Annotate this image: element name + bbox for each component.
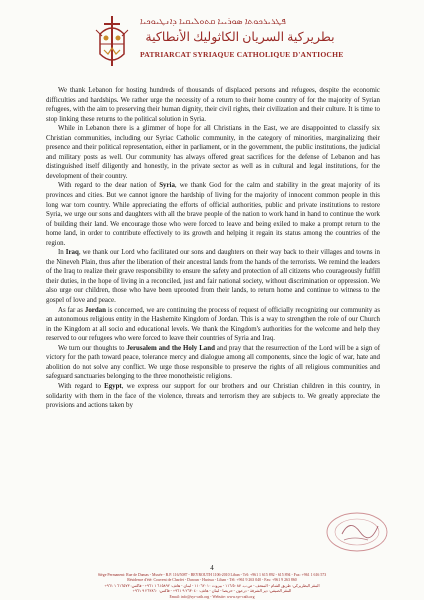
country-name-iraq: Iraq bbox=[65, 249, 79, 257]
paragraph-jerusalem: We turn our thoughts to Jerusalem and the Holy Land and pray that the resurrection of the Lord will be a sign of victory for the path toward peace, tolerance mercy and dialogue among all components, since the logic of war, hate and abolition do not solve any conflict. We urge those responsible to preserve the rights of all religious communities and safeguard sanctuaries belonging to the three monotheistic religions. bbox=[46, 344, 380, 381]
footer-line-contact: Email: info@syr-cath.org - Website: www.syr-cath.org bbox=[169, 594, 255, 599]
footer-line-address: Siège Permanent: Rue de Damas - Musée - B.P. 116/5087 - BEYROUTH 1106-2010 Liban - Tél: +961 1 615 892 - 615 894 - Fax: +961 1 616 573 bbox=[97, 573, 327, 577]
patriarchal-crest-icon bbox=[92, 14, 132, 68]
arabic-title: بطريركية السريان الكاثوليك الأنطاكية bbox=[145, 30, 335, 44]
country-name-syria: Syria bbox=[159, 182, 175, 190]
paragraph-syria: With regard to the dear nation of Syria, we thank God for the calm and stability in the great majority of its provinces and cities. But we cannot ignore the hardship of living for the majority of innocent common people in this long war torn country. While appreciating the efforts of official authorities, public and private institutions to restore Syria, we urge our sons and daughters with all the brave people of the nation to work hand in hand to continue the work of building their land. We encourage those who were forced to leave and being exiled to make a prompt return to the home land, in order to contribute effectively to its growth and helping it regain its status among the countries of the region. bbox=[46, 182, 380, 247]
letterhead bbox=[0, 12, 424, 82]
latin-title: PATRIARCAT SYRIAQUE CATHOLIQUE D'ANTIOCHE bbox=[140, 50, 344, 59]
footer-line-arabic-address: المقر البطريركي: طريق الشام - المتحف - ص.ب. ١١٦/٥٠٨٧ - بيروت ١١٠٦٢٠١٠ - لبنان - هاتف: ٦١٥٨٩٢ ١ ٩٦١+ - فاكس: ٦١٦٥٧٣ ١ ٩٦١+ bbox=[104, 583, 320, 588]
country-name-egypt: Egypt bbox=[104, 382, 122, 390]
footer-line-summer-residence: Résidence d'été: Couvent de Charfet - Daroun - Harissa - Liban - Tél: +961 9 263 040 - Fax: +961 9 263 860 bbox=[127, 578, 297, 583]
page-number: 4 bbox=[210, 564, 214, 572]
footer-line-arabic-summer: المقر الصيفي: دير الشرفة - درعون - حريصا - لبنان - هاتف: ٢٦٣٠٤٠ ٩ ٩٦١+ - فاكس: ٢٦٣٨٦٠ ٩ ٩٦١+ bbox=[132, 589, 292, 594]
paragraph-lebanon-minorities: While in Lebanon there is a glimmer of hope for all Christians in the East, we are disappointed to classify six Christian communities, including our Syriac Catholic community, in the category of minorities, marginalizing their presence and their political representation, either in parliament, or in the government, the public institutions, the judicial and military posts as well. Our community has always offered great sacrifices for the defense of Lebanon and has distinguished itself diligently and honestly, in the private sector as well as in cultural and legal institutions, for the development of their country. bbox=[46, 125, 380, 180]
country-name-jordan: Jordan bbox=[84, 306, 106, 314]
official-stamp-icon bbox=[324, 510, 390, 554]
letterhead-footer bbox=[20, 573, 404, 600]
paragraph-iraq: In Iraq, we thank our Lord who facilitated our sons and daughters on their way back to their villages and towns in the Nineveh Plain, thus after the liberation of their ancestral lands from the hands of the terrorists. We remind the leaders of the Iraq to realize their grave responsibility to ensure the safety and protection of all citizens who courageously fulfill their duties, in the hope of living in a reconciled, just and fair national society, without discrimination or oppression. We also urge our children, those who have been uprooted from their lands, to return home and continue to witness to the gospel of love and peace. bbox=[46, 249, 380, 305]
paragraph-egypt: With regard to Egypt, we express our support for our brothers and our Christian children in this country, in solidarity with them in the face of the violence, threats and terrorism they are subjects to. We greatly appreciate the provisions and actions taken by bbox=[46, 382, 380, 410]
syriac-title: ܦܛܪܝܪܟܘܬܐ ܣܘܪܝܝܐ ܩܬܘܠܝܩܝܐ ܕܐܢܛܝܘܟܝܐ bbox=[140, 16, 286, 26]
place-name-jerusalem: Jerusalem and the Holy Land bbox=[126, 344, 215, 352]
paragraph-lebanon-refugees: We thank Lebanon for hosting hundreds of thousands of displaced persons and refugees, despite the economic difficulties and hardships. We rather urge the necessity of a return to their home country of for the majority of Syrian refugees, with the aim to preserving their human dignity, their civil rights, their civilization and their culture. It is time to stop linking these returns to the political solution in Syria. bbox=[46, 87, 380, 123]
paragraph-jordan: As far as Jordan is concerned, we are continuing the process of request of officially recognizing our community as an autonomous religious entity in the Hashemite Kingdom of Jordan. This is a way to strengthen the role of our Church in the Kingdom at all socio and educational levels. We thank the Kingdom's authorities for the welcome and help they reserved to our refugees who were forced to leave their countries of Syria and Iraq. bbox=[46, 306, 380, 343]
letter-body bbox=[46, 86, 380, 411]
